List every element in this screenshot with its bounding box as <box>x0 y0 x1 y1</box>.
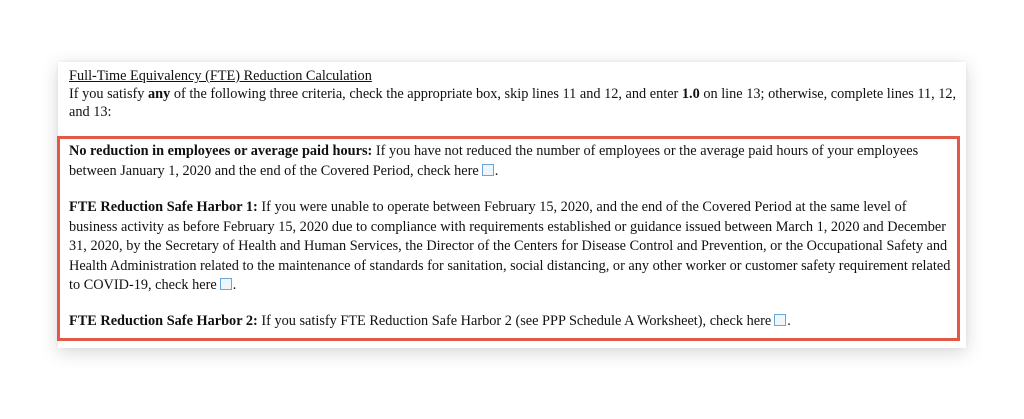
criterion-text: If you were unable to operate between February 15, 2020, and the end of the Covered Period at the same level of business activity as before February 15, 2020 due to compliance with requirements established or guidance issued between March 1, 2020 and December 31, 2020, by the Secretary of Health and Human Services, the Director of the Centers for Disease Control and Prevention, or the Occupational Safety and Health Administration related to the maintenance of standards for sanitation, social distancing, or any other worker or customer safety requirement related to COVID-19, check here <box>69 199 951 293</box>
criterion-heading: FTE Reduction Safe Harbor 2: <box>69 313 258 329</box>
instructions-text-2: of the following three criteria, check the appropriate box, skip lines 11 and 12, and enter <box>170 86 682 102</box>
instructions-text-3: on line 13; otherwise, complete lines 11, 12, and 13: <box>69 86 957 120</box>
safe-harbor-1-checkbox[interactable] <box>220 278 232 290</box>
section-instructions <box>69 85 959 121</box>
criterion-text: If you have not reduced the number of employees or the average paid hours of your employees between January 1, 2020 and the end of the Covered Period, check here <box>69 143 919 179</box>
criterion-safe-harbor-1 <box>69 198 954 296</box>
section-title: Full-Time Equivalency (FTE) Reduction Calculation <box>69 68 372 84</box>
criterion-end: . <box>494 162 499 179</box>
safe-harbor-2-checkbox[interactable] <box>774 314 786 326</box>
instructions-text-1: If you satisfy <box>69 86 149 102</box>
criterion-no-reduction <box>69 142 954 181</box>
section-header <box>69 67 959 121</box>
criterion-heading: FTE Reduction Safe Harbor 1: <box>69 199 258 215</box>
no-reduction-checkbox[interactable] <box>482 164 494 176</box>
criterion-end: . <box>787 313 791 329</box>
criterion-text: If you satisfy FTE Reduction Safe Harbor 2 (see PPP Schedule A Worksheet), check here <box>257 313 772 329</box>
criterion-safe-harbor-2 <box>69 312 954 332</box>
instructions-emphasis-any: any <box>148 86 171 102</box>
criterion-end: . <box>232 277 237 293</box>
criterion-heading: No reduction in employees or average paid hours: <box>69 143 373 159</box>
instructions-value: 1.0 <box>681 86 700 102</box>
